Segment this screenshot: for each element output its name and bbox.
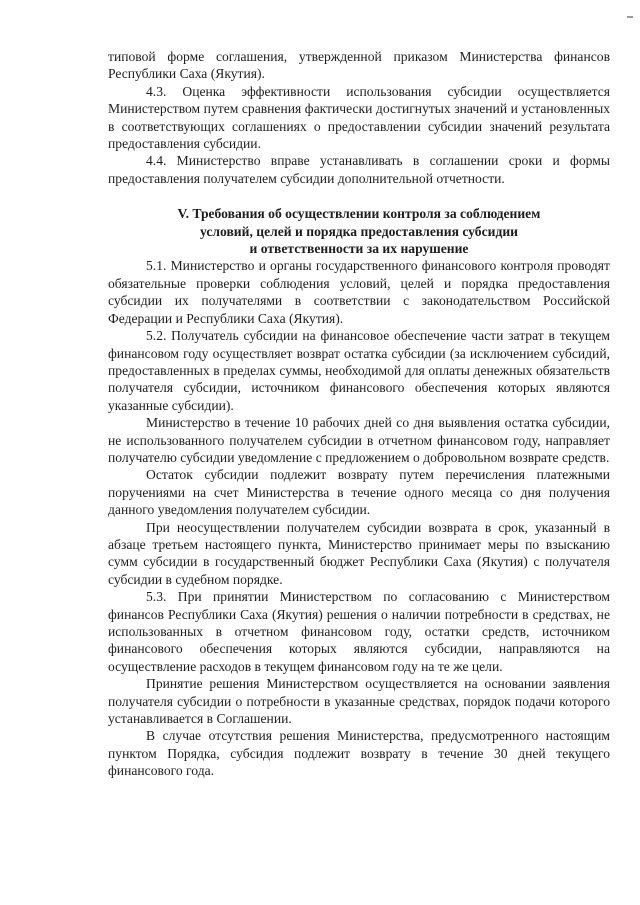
paragraph-5-3: 5.3. При принятии Министерством по согласованию с Министерством финансов Республики Саха (Якутия) решения о наличии потребности в средствах, не использованных в отчетном финансовом году, остатки средств, источником финансового обеспечения которых являются субсидии, направляются на осуществление расходов в текущем финансовом году на те же цели. [108,589,610,674]
paragraph-5-2: 5.2. Получатель субсидии на финансовое обеспечение части затрат в текущем финансовом году осуществляет возврат остатка субсидии (за исключением субсидий, предоставленных в пределах суммы, необходимой для оплаты денежных обязательств получателя субсидии, источником финансового обеспечения которых являются указанные субсидии). [108,328,610,413]
scan-mark [627,16,633,18]
paragraph-5-2-recovery: При неосуществлении получателем субсидии возврата в срок, указанный в абзаце третьем настоящего пункта, Министерство принимает меры по взысканию сумм субсидии в государственный бюджет Республики Саха (Якутия) с получателя субсидии в судебном порядке. [108,519,610,587]
heading-line-2: условий, целей и порядка предоставления субсидии [199,223,519,239]
heading-line-3: и ответственности за их нарушение [249,241,469,257]
paragraph-5-3-decision: Принятие решения Министерством осуществляется на основании заявления получателя субсидии о потребности в указанные средствах, порядок подачи которого устанавливается в Соглашении. [108,676,610,727]
heading-line-1: V. Требования об осуществлении контроля за соблюдением [177,206,541,222]
paragraph-5-2-return: Остаток субсидии подлежит возврату путем перечисления платежными поручениями на счет Министерства в течение одного месяца со дня получения данного уведомления получателем субсидии. [108,467,610,518]
paragraph-5-3-absence: В случае отсутствия решения Министерства, предусмотренного настоящим пунктом Порядка, субсидия подлежит возврату в течение 30 дней текущего финансового года. [108,728,610,779]
paragraph-5-2-notice: Министерство в течение 10 рабочих дней со дня выявления остатка субсидии, не использованного получателем субсидии в отчетном финансовом году, направляет получателю субсидии уведомление с предложением о добровольном возврате средств. [108,415,610,465]
section-heading-v [108,205,610,257]
document-body [108,48,610,780]
paragraph-4-4: 4.4. Министерство вправе устанавливать в соглашении сроки и формы предоставления получателем субсидии дополнительной отчетности. [108,153,610,186]
paragraph-4-3: 4.3. Оценка эффективности использования субсидии осуществляется Министерством путем сравнения фактически достигнутых значений и установленных в соответствующих соглашениях о предоставлении субсидии значений результата предоставления субсидии. [108,83,610,152]
paragraph-5-1: 5.1. Министерство и органы государственного финансового контроля проводят обязательные проверки соблюдения условий, целей и порядка предоставления субсидии их получателями в соответствии с законодательством Российской Федерации и Республики Саха (Якутия). [108,258,610,326]
paragraph-continuation: типовой форме соглашения, утвержденной приказом Министерства финансов Республики Саха (Якутия). [108,49,610,82]
